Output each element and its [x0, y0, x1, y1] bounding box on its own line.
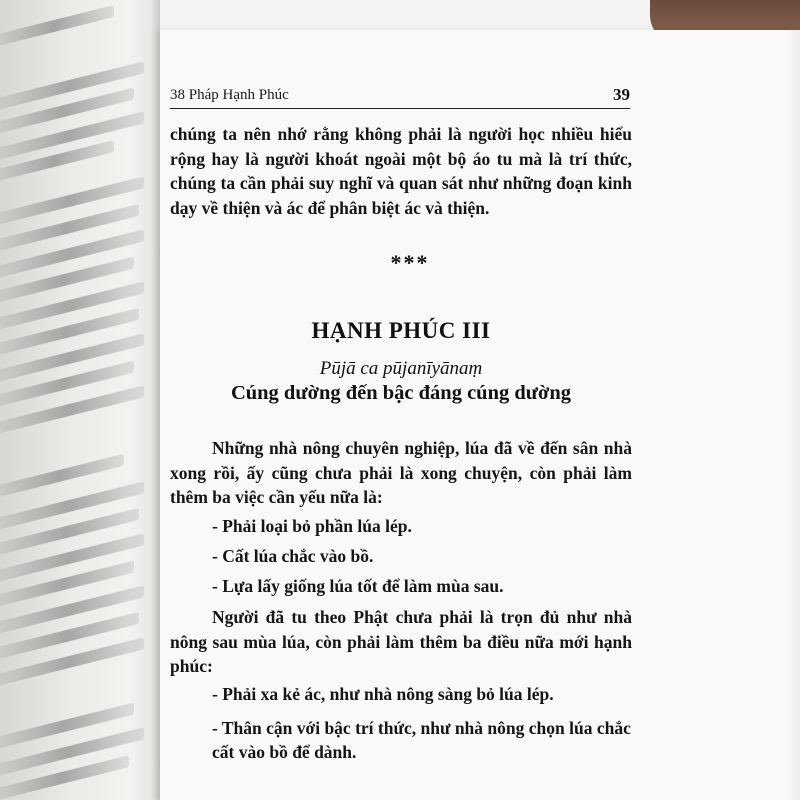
- paragraph: Những nhà nông chuyên nghiệp, lúa đã về đến sân nhà xong rồi, ấy cũng chưa phải là xong chuyện, còn phải làm thêm ba việc cần yếu nữa là:: [170, 438, 632, 507]
- section-ornament: ***: [390, 250, 430, 275]
- spine-shadow: [150, 0, 160, 800]
- page-header: [170, 82, 630, 109]
- running-head: 38 Pháp Hạnh Phúc: [170, 87, 289, 103]
- pali-title: Pūjā ca pūjanīyānaṃ: [319, 358, 483, 379]
- opening-paragraph: chúng ta nên nhớ rằng không phải là người học nhiều hiểu rộng hay là người khoát ngoài một bộ áo tu mà là trí thức, chúng ta cần phải suy nghĩ và quan sát như những đoạn kinh dạy về thiện và ác để phân biệt ác và thiện.: [170, 124, 632, 218]
- list-item: - Phải xa kẻ ác, như nhà nông sàng bỏ lúa lép.: [212, 684, 554, 704]
- book-page: [160, 30, 800, 800]
- list-item: - Thân cận với bậc trí thức, như nhà nông chọn lúa chắc cất vào bồ để dành.: [212, 718, 631, 762]
- left-page-text-line: [0, 5, 114, 47]
- list-item: - Phải loại bỏ phần lúa lép.: [212, 516, 412, 536]
- list-item: - Cất lúa chắc vào bồ.: [212, 546, 374, 566]
- chapter-title: HẠNH PHÚC III: [311, 318, 491, 343]
- chapter-subtitle: Cúng dường đến bậc đáng cúng dường: [230, 382, 572, 404]
- paragraph: Người đã tu theo Phật chưa phải là trọn đủ như nhà nông sau mùa lúa, còn phải làm thêm ba điều nữa mới hạnh phúc:: [170, 607, 632, 676]
- list-item: - Lựa lấy giống lúa tốt để làm mùa sau.: [212, 576, 504, 596]
- left-page: [0, 0, 160, 800]
- page-number: 39: [613, 85, 630, 104]
